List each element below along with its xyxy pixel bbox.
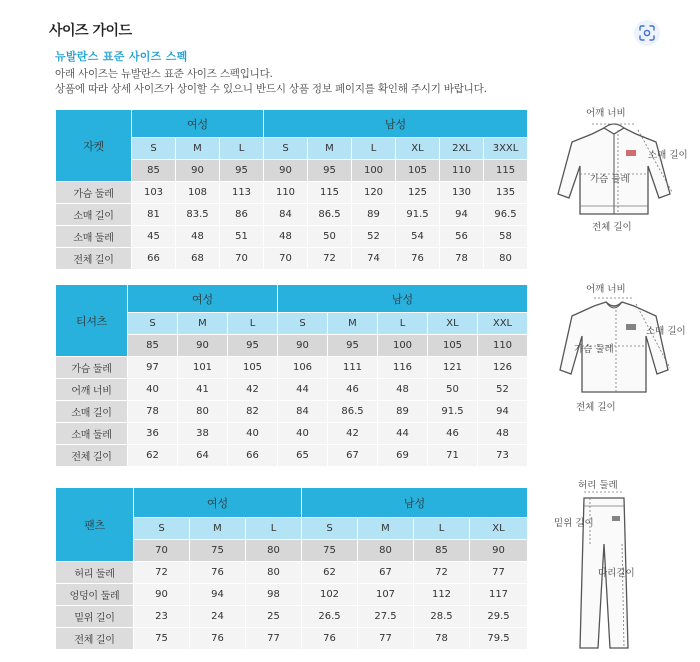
table-cell: 44 (278, 379, 328, 401)
size-label: S (278, 313, 328, 335)
table-cell: 86.5 (328, 401, 378, 423)
size-label: XL (396, 138, 440, 160)
table-cell: 86.5 (308, 204, 352, 226)
size-label: S (302, 518, 358, 540)
size-label: XL (470, 518, 528, 540)
size-number: 75 (302, 540, 358, 562)
table-cell: 106 (278, 357, 328, 379)
table-cell: 78 (414, 628, 470, 650)
table-cell: 28.5 (414, 606, 470, 628)
table-cell: 83.5 (176, 204, 220, 226)
row-label: 전체 길이 (56, 628, 134, 650)
size-number: 105 (428, 335, 478, 357)
table-cell: 70 (220, 248, 264, 270)
table-cell: 26.5 (302, 606, 358, 628)
label-sleeve: 소매 길이 (648, 150, 688, 161)
table-cell: 27.5 (358, 606, 414, 628)
table-row (56, 357, 528, 379)
size-number: 75 (190, 540, 246, 562)
size-number: 95 (220, 160, 264, 182)
table-row (56, 182, 528, 204)
table-cell: 84 (278, 401, 328, 423)
size-number: 90 (176, 160, 220, 182)
size-number: 95 (228, 335, 278, 357)
table-cell: 64 (178, 445, 228, 467)
size-number: 115 (484, 160, 528, 182)
size-label: S (132, 138, 176, 160)
label-chest: 가슴 둘레 (574, 344, 614, 355)
table-cell: 84 (264, 204, 308, 226)
row-label: 허리 둘레 (56, 562, 134, 584)
size-label: S (264, 138, 308, 160)
label-shoulder: 어깨 너비 (586, 284, 626, 295)
intro-line-2: 상품에 따라 상세 사이즈가 상이할 수 있으니 반드시 상품 정보 페이지를 확인해 주시기 바랍니다. (55, 83, 487, 95)
table-cell: 120 (352, 182, 396, 204)
table-row (56, 248, 528, 270)
table-cell: 50 (308, 226, 352, 248)
men-header: 남성 (264, 110, 528, 138)
table-cell: 108 (176, 182, 220, 204)
table-cell: 78 (440, 248, 484, 270)
table-cell: 94 (478, 401, 528, 423)
table-cell: 58 (484, 226, 528, 248)
table-cell: 107 (358, 584, 414, 606)
table-cell: 94 (440, 204, 484, 226)
size-label: XL (428, 313, 478, 335)
label-length: 전체 길이 (576, 402, 616, 413)
label-sleeve: 소매 길이 (646, 326, 686, 337)
row-label: 가슴 둘레 (56, 357, 128, 379)
table-cell: 62 (302, 562, 358, 584)
table-cell: 111 (328, 357, 378, 379)
row-label: 소매 둘레 (56, 423, 128, 445)
size-number: 95 (308, 160, 352, 182)
jacket-logo (626, 150, 636, 156)
tshirt-size-table (55, 284, 528, 467)
table-cell: 105 (228, 357, 278, 379)
size-label: 3XXL (484, 138, 528, 160)
size-number: 90 (264, 160, 308, 182)
table-cell: 52 (478, 379, 528, 401)
row-label: 가슴 둘레 (56, 182, 132, 204)
size-number: 70 (134, 540, 190, 562)
table-cell: 48 (378, 379, 428, 401)
table-cell: 45 (132, 226, 176, 248)
table-cell: 62 (128, 445, 178, 467)
table-row (56, 584, 528, 606)
table-cell: 40 (278, 423, 328, 445)
label-shoulder: 어깨 너비 (586, 108, 626, 119)
table-cell: 91.5 (428, 401, 478, 423)
row-label: 밑위 길이 (56, 606, 134, 628)
table-cell: 24 (190, 606, 246, 628)
table-cell: 135 (484, 182, 528, 204)
table-cell: 50 (428, 379, 478, 401)
spec-title: 뉴발란스 표준 사이즈 스펙 (55, 50, 188, 63)
jacket-illustration (532, 102, 697, 242)
table-row (56, 606, 528, 628)
row-label: 전체 길이 (56, 445, 128, 467)
size-number: 90 (278, 335, 328, 357)
size-label: L (228, 313, 278, 335)
table-cell: 94 (190, 584, 246, 606)
size-number: 80 (246, 540, 302, 562)
table-cell: 44 (378, 423, 428, 445)
table-cell: 70 (264, 248, 308, 270)
table-cell: 48 (176, 226, 220, 248)
table-cell: 102 (302, 584, 358, 606)
size-label: XXL (478, 313, 528, 335)
pants-size-table (55, 487, 528, 650)
table-cell: 41 (178, 379, 228, 401)
table-cell: 25 (246, 606, 302, 628)
label-chest: 가슴 둘레 (590, 174, 630, 185)
table-cell: 77 (358, 628, 414, 650)
table-cell: 75 (134, 628, 190, 650)
table-cell: 112 (414, 584, 470, 606)
table-cell: 67 (328, 445, 378, 467)
table-row (56, 401, 528, 423)
category-label: 자켓 (56, 110, 132, 182)
table-cell: 117 (470, 584, 528, 606)
size-label: 2XL (440, 138, 484, 160)
size-label: S (134, 518, 190, 540)
intro-line-1: 아래 사이즈는 뉴발란스 표준 사이즈 스펙입니다. (55, 68, 273, 80)
table-cell: 46 (328, 379, 378, 401)
size-label: L (246, 518, 302, 540)
table-cell: 90 (134, 584, 190, 606)
table-cell: 29.5 (470, 606, 528, 628)
table-row (56, 628, 528, 650)
table-cell: 110 (264, 182, 308, 204)
scan-icon (639, 25, 655, 41)
pants-illustration (552, 480, 672, 655)
label-waist: 허리 둘레 (578, 480, 618, 491)
size-label: M (190, 518, 246, 540)
label-length: 전체 길이 (592, 222, 632, 233)
table-cell: 97 (128, 357, 178, 379)
table-cell: 76 (302, 628, 358, 650)
table-cell: 126 (478, 357, 528, 379)
table-cell: 76 (190, 562, 246, 584)
table-cell: 56 (440, 226, 484, 248)
size-number: 110 (478, 335, 528, 357)
table-cell: 51 (220, 226, 264, 248)
table-cell: 74 (352, 248, 396, 270)
size-label: L (352, 138, 396, 160)
table-cell: 40 (228, 423, 278, 445)
table-cell: 36 (128, 423, 178, 445)
row-label: 소매 길이 (56, 204, 132, 226)
table-cell: 115 (308, 182, 352, 204)
table-cell: 42 (328, 423, 378, 445)
size-number: 105 (396, 160, 440, 182)
table-cell: 101 (178, 357, 228, 379)
table-cell: 23 (134, 606, 190, 628)
table-cell: 76 (190, 628, 246, 650)
table-cell: 73 (478, 445, 528, 467)
table-cell: 77 (246, 628, 302, 650)
table-cell: 52 (352, 226, 396, 248)
table-cell: 125 (396, 182, 440, 204)
size-number: 95 (328, 335, 378, 357)
jacket-size-table (55, 109, 528, 270)
category-label: 팬츠 (56, 488, 134, 562)
table-cell: 89 (378, 401, 428, 423)
size-label: M (358, 518, 414, 540)
table-cell: 72 (308, 248, 352, 270)
jacket-hood (604, 124, 624, 128)
table-cell: 80 (246, 562, 302, 584)
table-cell: 76 (396, 248, 440, 270)
size-label: M (328, 313, 378, 335)
table-row (56, 379, 528, 401)
category-label: 티셔츠 (56, 285, 128, 357)
size-label: M (178, 313, 228, 335)
table-row (56, 445, 528, 467)
table-row (56, 204, 528, 226)
size-number: 110 (440, 160, 484, 182)
row-label: 전체 길이 (56, 248, 132, 270)
men-header: 남성 (278, 285, 528, 313)
tshirt-illustration (532, 280, 697, 418)
table-cell: 113 (220, 182, 264, 204)
size-number: 80 (358, 540, 414, 562)
size-label: M (176, 138, 220, 160)
table-cell: 38 (178, 423, 228, 445)
table-cell: 96.5 (484, 204, 528, 226)
row-label: 어깨 너비 (56, 379, 128, 401)
size-number: 100 (352, 160, 396, 182)
women-header: 여성 (132, 110, 264, 138)
table-cell: 82 (228, 401, 278, 423)
pants-logo (612, 516, 620, 521)
table-row (56, 226, 528, 248)
size-number: 90 (470, 540, 528, 562)
size-number: 85 (414, 540, 470, 562)
table-cell: 65 (278, 445, 328, 467)
row-label: 소매 둘레 (56, 226, 132, 248)
size-number: 85 (132, 160, 176, 182)
table-cell: 103 (132, 182, 176, 204)
size-number: 90 (178, 335, 228, 357)
size-label: L (378, 313, 428, 335)
table-cell: 67 (358, 562, 414, 584)
table-cell: 81 (132, 204, 176, 226)
scan-button[interactable] (634, 20, 660, 46)
table-cell: 80 (484, 248, 528, 270)
table-cell: 80 (178, 401, 228, 423)
tshirt-logo (626, 324, 636, 330)
women-header: 여성 (134, 488, 302, 518)
table-cell: 48 (478, 423, 528, 445)
table-cell: 130 (440, 182, 484, 204)
row-label: 소매 길이 (56, 401, 128, 423)
row-label: 엉덩이 둘레 (56, 584, 134, 606)
table-cell: 121 (428, 357, 478, 379)
table-cell: 40 (128, 379, 178, 401)
table-cell: 77 (470, 562, 528, 584)
size-label: L (414, 518, 470, 540)
table-cell: 91.5 (396, 204, 440, 226)
table-cell: 72 (134, 562, 190, 584)
label-leg: 다리길이 (598, 568, 635, 579)
table-cell: 98 (246, 584, 302, 606)
table-cell: 71 (428, 445, 478, 467)
table-cell: 66 (228, 445, 278, 467)
table-cell: 54 (396, 226, 440, 248)
table-cell: 69 (378, 445, 428, 467)
men-header: 남성 (302, 488, 528, 518)
table-cell: 68 (176, 248, 220, 270)
label-rise: 밑위 길이 (554, 518, 594, 529)
size-label: M (308, 138, 352, 160)
table-cell: 48 (264, 226, 308, 248)
table-cell: 72 (414, 562, 470, 584)
table-row (56, 423, 528, 445)
table-cell: 89 (352, 204, 396, 226)
size-number: 85 (128, 335, 178, 357)
page-title: 사이즈 가이드 (49, 23, 132, 39)
table-cell: 66 (132, 248, 176, 270)
women-header: 여성 (128, 285, 278, 313)
table-row (56, 562, 528, 584)
size-number: 100 (378, 335, 428, 357)
size-label: L (220, 138, 264, 160)
table-cell: 79.5 (470, 628, 528, 650)
table-cell: 46 (428, 423, 478, 445)
table-cell: 86 (220, 204, 264, 226)
size-label: S (128, 313, 178, 335)
table-cell: 42 (228, 379, 278, 401)
table-cell: 116 (378, 357, 428, 379)
table-cell: 78 (128, 401, 178, 423)
